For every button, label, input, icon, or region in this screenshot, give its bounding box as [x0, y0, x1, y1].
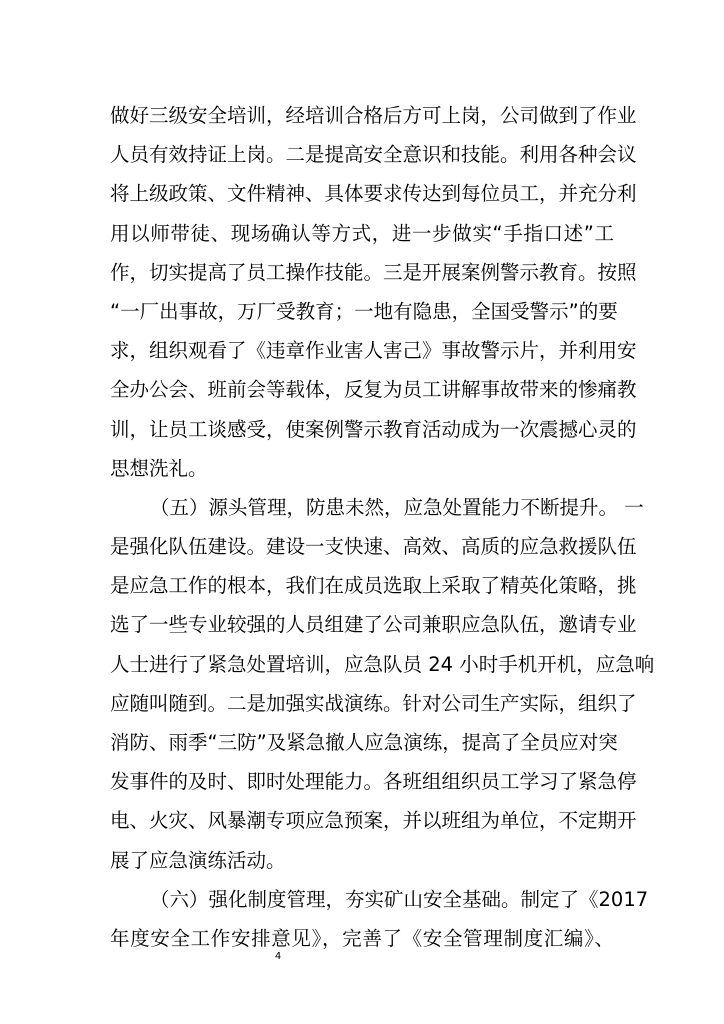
text-line: 电、火灾、风暴潮专项应急预案，并以班组为单位，不定期开: [110, 809, 637, 833]
text-line: 作，切实提高了员工操作技能。三是开展案例警示教育。按照: [110, 260, 637, 284]
text-line: 求，组织观看了《违章作业害人害己》事故警示片，并利用安: [110, 339, 637, 363]
text-line: 发事件的及时、即时处理能力。各班组组织员工学习了紧急停: [110, 770, 637, 794]
text-line: 消防、雨季“三防”及紧急撤人应急演练，提高了全员应对突: [110, 731, 618, 754]
text-line: 用以师带徒、现场确认等方式，进一步做实“手指口述”工: [110, 221, 614, 245]
text-line: 年度安全工作安排意见》，完善了《安全管理制度汇编》、: [110, 926, 614, 950]
text-line: 是应急工作的根本，我们在成员选取上采取了精英化策略，挑: [110, 574, 637, 598]
body-text: [110, 96, 655, 958]
text-line: 人士进行了紧急处置培训，应急队员 24 小时手机开机，应急响: [110, 652, 655, 676]
text-line: “一厂出事故，万厂受教育；一地有隐患，全国受警示”的要: [110, 299, 618, 323]
text-line: 应随叫随到。二是加强实战演练。针对公司生产实际，组织了: [110, 691, 637, 715]
text-line: 展了应急演练活动。: [110, 848, 286, 872]
text-line: 全办公会、班前会等载体，反复为员工讲解事故带来的惨痛教: [110, 378, 637, 402]
text-line: 选了一些专业较强的人员组建了公司兼职应急队伍，邀请专业: [110, 613, 637, 637]
text-line: 训，让员工谈感受，使案例警示教育活动成为一次震撼心灵的: [110, 417, 637, 441]
text-line: 是强化队伍建设。建设一支快速、高效、高质的应急救援队伍: [110, 535, 637, 559]
text-line: 人员有效持证上岗。二是提高安全意识和技能。利用各种会议: [110, 143, 637, 167]
text-line: 将上级政策、文件精神、具体要求传达到每位员工，并充分利: [110, 182, 637, 206]
page-number: 4: [274, 951, 282, 962]
section-heading-line: （六）强化制度管理，夯实矿山安全基础。制定了《2017: [150, 887, 649, 911]
text-line: 做好三级安全培训，经培训合格后方可上岗，公司做到了作业: [110, 104, 637, 127]
section-heading-line: （五）源头管理，防患未然，应急处置能力不断提升。 一: [150, 495, 644, 519]
text-line: 思想洗礼。: [110, 456, 208, 480]
